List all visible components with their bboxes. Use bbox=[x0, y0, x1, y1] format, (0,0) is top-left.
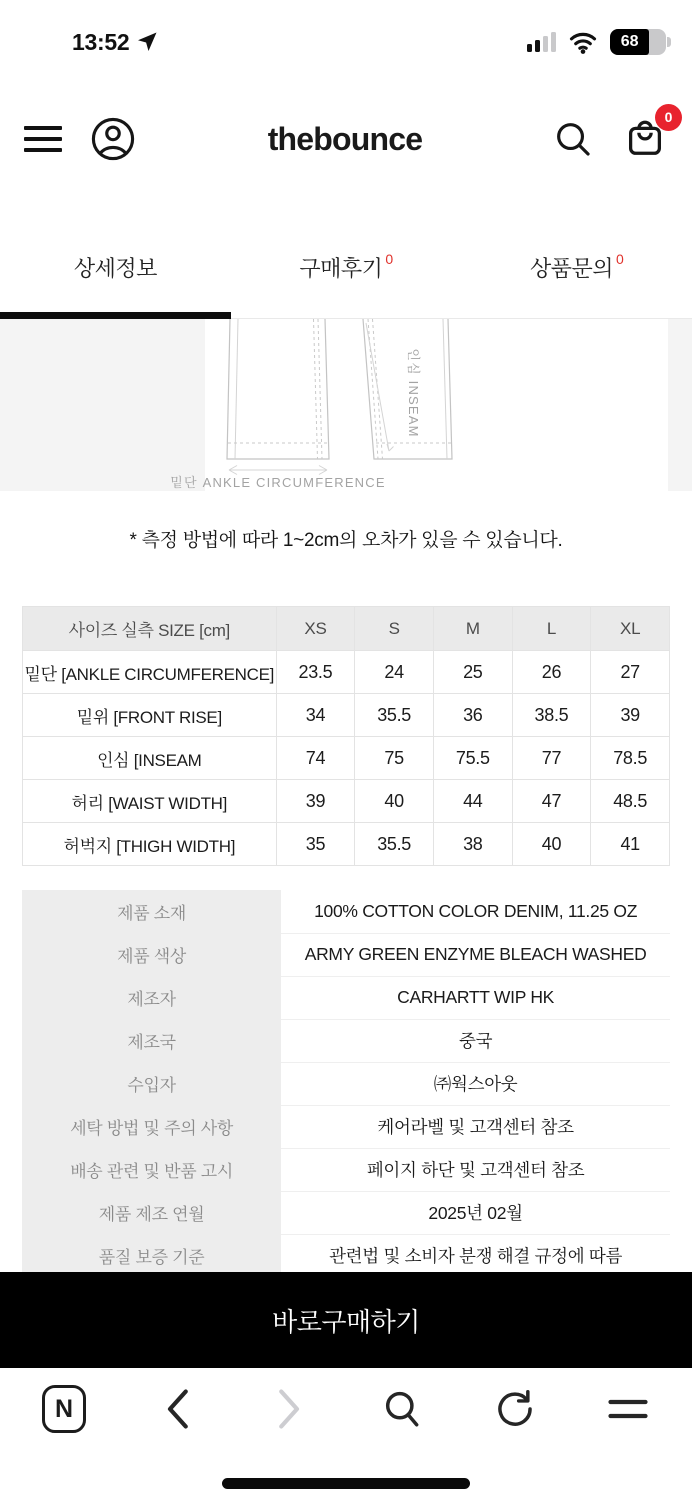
size-table-header-cell: L bbox=[512, 607, 591, 651]
info-label: 제조자 bbox=[22, 976, 281, 1019]
search-icon bbox=[380, 1387, 424, 1431]
info-label: 제조국 bbox=[22, 1019, 281, 1062]
site-header bbox=[0, 104, 692, 174]
refresh-button[interactable] bbox=[487, 1387, 543, 1431]
size-guide-diagram bbox=[0, 319, 692, 491]
naver-icon: N bbox=[42, 1385, 86, 1433]
location-arrow-icon bbox=[135, 30, 159, 54]
hamburger-menu-icon[interactable] bbox=[24, 126, 62, 152]
product-tabbar bbox=[0, 216, 692, 319]
measure-value: 35.5 bbox=[355, 823, 434, 866]
back-button[interactable] bbox=[149, 1388, 205, 1430]
measure-label: 허벅지 [THIGH WIDTH] bbox=[23, 823, 277, 866]
size-table-header-row bbox=[23, 607, 670, 651]
measure-value: 36 bbox=[433, 694, 512, 737]
measure-value: 78.5 bbox=[591, 737, 670, 780]
measure-label: 인심 [INSEAM bbox=[23, 737, 277, 780]
status-bar bbox=[0, 0, 692, 70]
info-label: 품질 보증 기준 bbox=[22, 1234, 281, 1277]
wifi-icon bbox=[568, 31, 598, 54]
size-table-header-cell: M bbox=[433, 607, 512, 651]
info-label: 제품 소재 bbox=[22, 890, 281, 933]
measure-value: 35.5 bbox=[355, 694, 434, 737]
size-table-header-cell: XS bbox=[276, 607, 355, 651]
table-row bbox=[22, 1105, 670, 1148]
table-row bbox=[23, 780, 670, 823]
table-row bbox=[22, 1148, 670, 1191]
refresh-icon bbox=[493, 1387, 537, 1431]
table-row bbox=[23, 694, 670, 737]
measure-value: 35 bbox=[276, 823, 355, 866]
review-count: 0 bbox=[385, 251, 393, 267]
tab-detail-info[interactable] bbox=[0, 216, 231, 318]
product-info-table bbox=[22, 890, 670, 1277]
ankle-circumference-label: 밑단 ANKLE CIRCUMFERENCE bbox=[170, 475, 386, 490]
info-label: 제품 제조 연월 bbox=[22, 1191, 281, 1234]
account-icon[interactable] bbox=[88, 114, 138, 164]
forward-button[interactable] bbox=[262, 1388, 318, 1430]
tab-label: 상세정보 bbox=[73, 255, 157, 281]
measure-value: 23.5 bbox=[276, 651, 355, 694]
browser-toolbar bbox=[0, 1368, 692, 1464]
clock: 13:52 bbox=[72, 28, 130, 55]
table-row bbox=[22, 1234, 670, 1277]
measure-value: 41 bbox=[591, 823, 670, 866]
naver-home-button[interactable] bbox=[36, 1385, 92, 1433]
measure-value: 74 bbox=[276, 737, 355, 780]
table-row bbox=[23, 737, 670, 780]
size-table-header-cell: 사이즈 실측 SIZE [cm] bbox=[23, 607, 277, 651]
info-value: 100% COTTON COLOR DENIM, 11.25 OZ bbox=[281, 890, 670, 933]
table-row bbox=[22, 1019, 670, 1062]
brand-logo[interactable]: thebounce bbox=[267, 120, 423, 157]
measure-value: 39 bbox=[276, 780, 355, 823]
measure-value: 26 bbox=[512, 651, 591, 694]
measure-value: 75.5 bbox=[433, 737, 512, 780]
home-indicator[interactable] bbox=[222, 1478, 470, 1489]
measure-value: 44 bbox=[433, 780, 512, 823]
measure-label: 밑단 [ANKLE CIRCUMFERENCE] bbox=[23, 651, 277, 694]
table-row bbox=[22, 1062, 670, 1105]
measure-value: 75 bbox=[355, 737, 434, 780]
info-value: 관련법 및 소비자 분쟁 해결 규정에 따름 bbox=[281, 1234, 670, 1277]
measure-value: 34 bbox=[276, 694, 355, 737]
battery-percent: 68 bbox=[620, 33, 639, 50]
size-measurement-table bbox=[22, 606, 670, 866]
info-value: CARHARTT WIP HK bbox=[281, 976, 670, 1019]
info-label: 수입자 bbox=[22, 1062, 281, 1105]
tab-inquiries[interactable] bbox=[461, 216, 692, 318]
measure-value: 39 bbox=[591, 694, 670, 737]
measure-value: 38 bbox=[433, 823, 512, 866]
table-row bbox=[23, 823, 670, 866]
info-label: 제품 색상 bbox=[22, 933, 281, 976]
chevron-left-icon bbox=[162, 1388, 192, 1430]
measurement-note: * 측정 방법에 따라 1~2cm의 오차가 있을 수 있습니다. bbox=[129, 530, 563, 551]
table-row bbox=[22, 933, 670, 976]
info-value: ARMY GREEN ENZYME BLEACH WASHED bbox=[281, 933, 670, 976]
measure-value: 25 bbox=[433, 651, 512, 694]
measure-value: 24 bbox=[355, 651, 434, 694]
measure-label: 밑위 [FRONT RISE] bbox=[23, 694, 277, 737]
info-label: 배송 관련 및 반품 고시 bbox=[22, 1148, 281, 1191]
info-value: 페이지 하단 및 고객센터 참조 bbox=[281, 1148, 670, 1191]
inquiry-count: 0 bbox=[616, 251, 624, 267]
browser-menu-button[interactable] bbox=[600, 1394, 656, 1424]
size-table-header-cell: S bbox=[355, 607, 434, 651]
measure-label: 허리 [WAIST WIDTH] bbox=[23, 780, 277, 823]
table-row bbox=[22, 890, 670, 933]
tab-reviews[interactable] bbox=[231, 216, 462, 318]
table-row bbox=[22, 1191, 670, 1234]
table-row bbox=[22, 976, 670, 1019]
search-icon[interactable] bbox=[552, 118, 594, 160]
menu-lines-icon bbox=[607, 1394, 649, 1424]
buy-now-button[interactable]: 바로구매하기 bbox=[0, 1272, 692, 1368]
table-row bbox=[23, 651, 670, 694]
tab-label: 구매후기 bbox=[299, 255, 383, 281]
measure-value: 38.5 bbox=[512, 694, 591, 737]
search-button[interactable] bbox=[374, 1387, 430, 1431]
info-value: 2025년 02월 bbox=[281, 1191, 670, 1234]
chevron-right-icon bbox=[275, 1388, 305, 1430]
cart-button[interactable] bbox=[622, 109, 673, 165]
measure-value: 40 bbox=[512, 823, 591, 866]
info-value: 케어라벨 및 고객센터 참조 bbox=[281, 1105, 670, 1148]
cart-count-badge: 0 bbox=[655, 104, 682, 131]
measure-value: 40 bbox=[355, 780, 434, 823]
info-label: 세탁 방법 및 주의 사항 bbox=[22, 1105, 281, 1148]
measure-value: 47 bbox=[512, 780, 591, 823]
inseam-label: 인심 INSEAM bbox=[406, 348, 421, 438]
measure-value: 77 bbox=[512, 737, 591, 780]
info-value: 중국 bbox=[281, 1019, 670, 1062]
size-table-header-cell: XL bbox=[591, 607, 670, 651]
tab-label: 상품문의 bbox=[530, 255, 614, 281]
measure-value: 27 bbox=[591, 651, 670, 694]
measure-value: 48.5 bbox=[591, 780, 670, 823]
info-value: ㈜웍스아웃 bbox=[281, 1062, 670, 1105]
cellular-signal-icon bbox=[527, 32, 556, 52]
battery-icon bbox=[610, 29, 666, 55]
